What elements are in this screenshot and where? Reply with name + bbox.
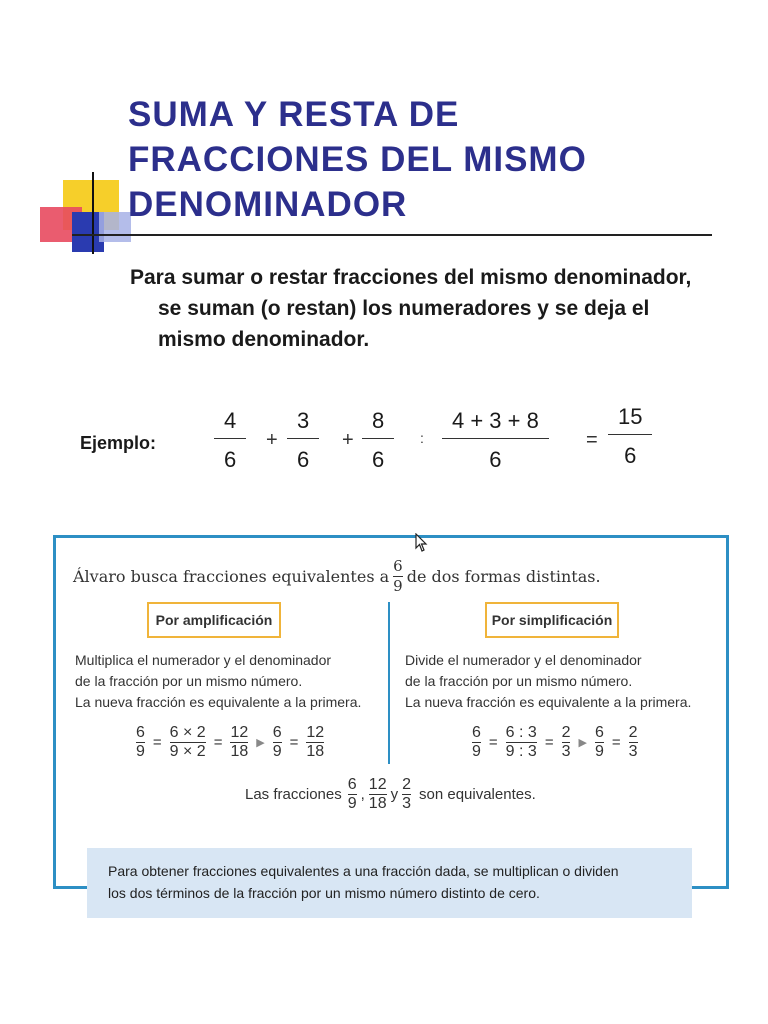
decor-vertical-line xyxy=(92,172,94,254)
fraction xyxy=(402,776,411,813)
denominator: 6 xyxy=(489,447,502,472)
intro-text-before: Álvaro busca fracciones equivalentes a xyxy=(73,567,390,586)
fraction xyxy=(629,724,638,761)
denominator: 6 xyxy=(624,443,637,468)
fraction xyxy=(595,724,604,761)
arrow-icon: ▶ xyxy=(256,737,265,749)
conjunction-y: y xyxy=(390,786,399,803)
numerator: 6 xyxy=(136,724,145,741)
numerator: 2 xyxy=(402,776,411,793)
equals-sign: = xyxy=(611,734,621,751)
fraction xyxy=(170,724,206,761)
equals-sign: = xyxy=(544,734,554,751)
decor-lilac-square xyxy=(99,212,131,242)
comma: , xyxy=(360,786,365,803)
numerator: 6 xyxy=(272,724,282,741)
equals-sign: = xyxy=(586,429,598,451)
fraction xyxy=(472,724,481,761)
numerator: 12 xyxy=(230,724,249,741)
note-line-2: los dos términos de la fracción por un mismo número distinto de cero. xyxy=(108,885,540,901)
fraction xyxy=(273,724,282,761)
example-fraction-result xyxy=(608,404,652,469)
text-line: La nueva fracción es equivalente a la primera. xyxy=(75,694,362,710)
numerator: 2 xyxy=(628,724,638,741)
arrow-icon: ▶ xyxy=(578,737,587,749)
column-divider xyxy=(388,602,390,764)
denominator: 9 xyxy=(272,743,282,760)
numerator: 4 + 3 + 8 xyxy=(452,408,539,433)
equals-sign: = xyxy=(289,734,299,751)
equals-sign: = xyxy=(152,734,162,751)
numerator: 8 xyxy=(372,408,385,433)
fraction xyxy=(306,724,324,761)
plus-sign: + xyxy=(342,429,354,451)
numerator: 6 : 3 xyxy=(505,724,537,741)
amplification-equation xyxy=(132,724,328,761)
denominator: 3 xyxy=(628,743,638,760)
denominator: 18 xyxy=(230,743,249,760)
numerator: 6 xyxy=(347,776,357,793)
note-text xyxy=(108,860,678,904)
page-title xyxy=(128,92,587,227)
fraction xyxy=(348,776,357,813)
fraction xyxy=(369,776,387,813)
denominator: 9 xyxy=(136,743,145,760)
fraction xyxy=(230,724,248,761)
example-fraction-2 xyxy=(287,408,319,473)
equals-sign: = xyxy=(213,734,223,751)
numerator: 6 xyxy=(594,724,604,741)
example-fraction-4 xyxy=(442,408,549,473)
tag-simplification: Por simplificación xyxy=(485,602,619,638)
numerator: 6 xyxy=(393,557,403,575)
numerator: 4 xyxy=(224,408,237,433)
conclusion-text-before: Las fracciones xyxy=(245,786,342,803)
colon-sign: : xyxy=(420,430,424,446)
denominator: 6 xyxy=(224,447,237,472)
conclusion-text-after: son equivalentes. xyxy=(419,786,536,803)
plus-sign: + xyxy=(266,429,278,451)
title-line-3: DENOMINADOR xyxy=(128,185,408,224)
note-line-1: Para obtener fracciones equivalentes a una fracción dada, se multiplican o dividen xyxy=(108,863,619,879)
simplification-equation xyxy=(468,724,642,761)
text-line: La nueva fracción es equivalente a la primera. xyxy=(405,694,692,710)
denominator: 18 xyxy=(368,795,387,812)
denominator: 3 xyxy=(402,795,411,812)
numerator: 6 xyxy=(472,724,481,741)
equals-sign: = xyxy=(488,734,498,751)
denominator: 3 xyxy=(561,743,571,760)
denominator: 9 : 3 xyxy=(505,743,537,760)
denominator: 6 xyxy=(372,447,385,472)
numerator: 2 xyxy=(561,724,571,741)
title-underline xyxy=(72,234,712,236)
numerator: 12 xyxy=(368,776,387,793)
text-line: Divide el numerador y el denominador xyxy=(405,652,642,668)
denominator: 18 xyxy=(306,743,325,760)
tag-amplification: Por amplificación xyxy=(147,602,281,638)
denominator: 9 × 2 xyxy=(169,743,206,760)
text-line: de la fracción por un mismo número. xyxy=(75,673,303,689)
denominator: 9 xyxy=(594,743,604,760)
example-fraction-1 xyxy=(214,408,246,473)
denominator: 9 xyxy=(472,743,481,760)
example-label: Ejemplo: xyxy=(80,433,157,453)
title-line-1: SUMA Y RESTA DE xyxy=(128,95,460,134)
simplification-description xyxy=(405,650,715,713)
intro-fraction xyxy=(393,557,403,596)
numerator: 15 xyxy=(618,404,643,429)
text-line: Multiplica el numerador y el denominador xyxy=(75,652,332,668)
mouse-cursor-icon xyxy=(415,533,429,553)
numerator: 6 × 2 xyxy=(169,724,206,741)
title-line-2: FRACCIONES DEL MISMO xyxy=(128,140,587,179)
example-fraction-3 xyxy=(362,408,394,473)
denominator: 9 xyxy=(347,795,357,812)
intro-text-after: de dos formas distintas. xyxy=(406,567,601,586)
rule-text: Para sumar o restar fracciones del mismo denominador, se suman (o restan) los numeradores y se deja el mismo denominador. xyxy=(130,266,692,351)
fraction xyxy=(136,724,145,761)
amplification-description xyxy=(75,650,385,713)
fraction xyxy=(506,724,537,761)
denominator: 9 xyxy=(393,577,403,595)
box-intro xyxy=(73,557,601,596)
numerator: 3 xyxy=(297,408,310,433)
conclusion-line xyxy=(245,776,536,813)
denominator: 6 xyxy=(297,447,310,472)
fraction xyxy=(562,724,571,761)
numerator: 12 xyxy=(306,724,325,741)
text-line: de la fracción por un mismo número. xyxy=(405,673,633,689)
